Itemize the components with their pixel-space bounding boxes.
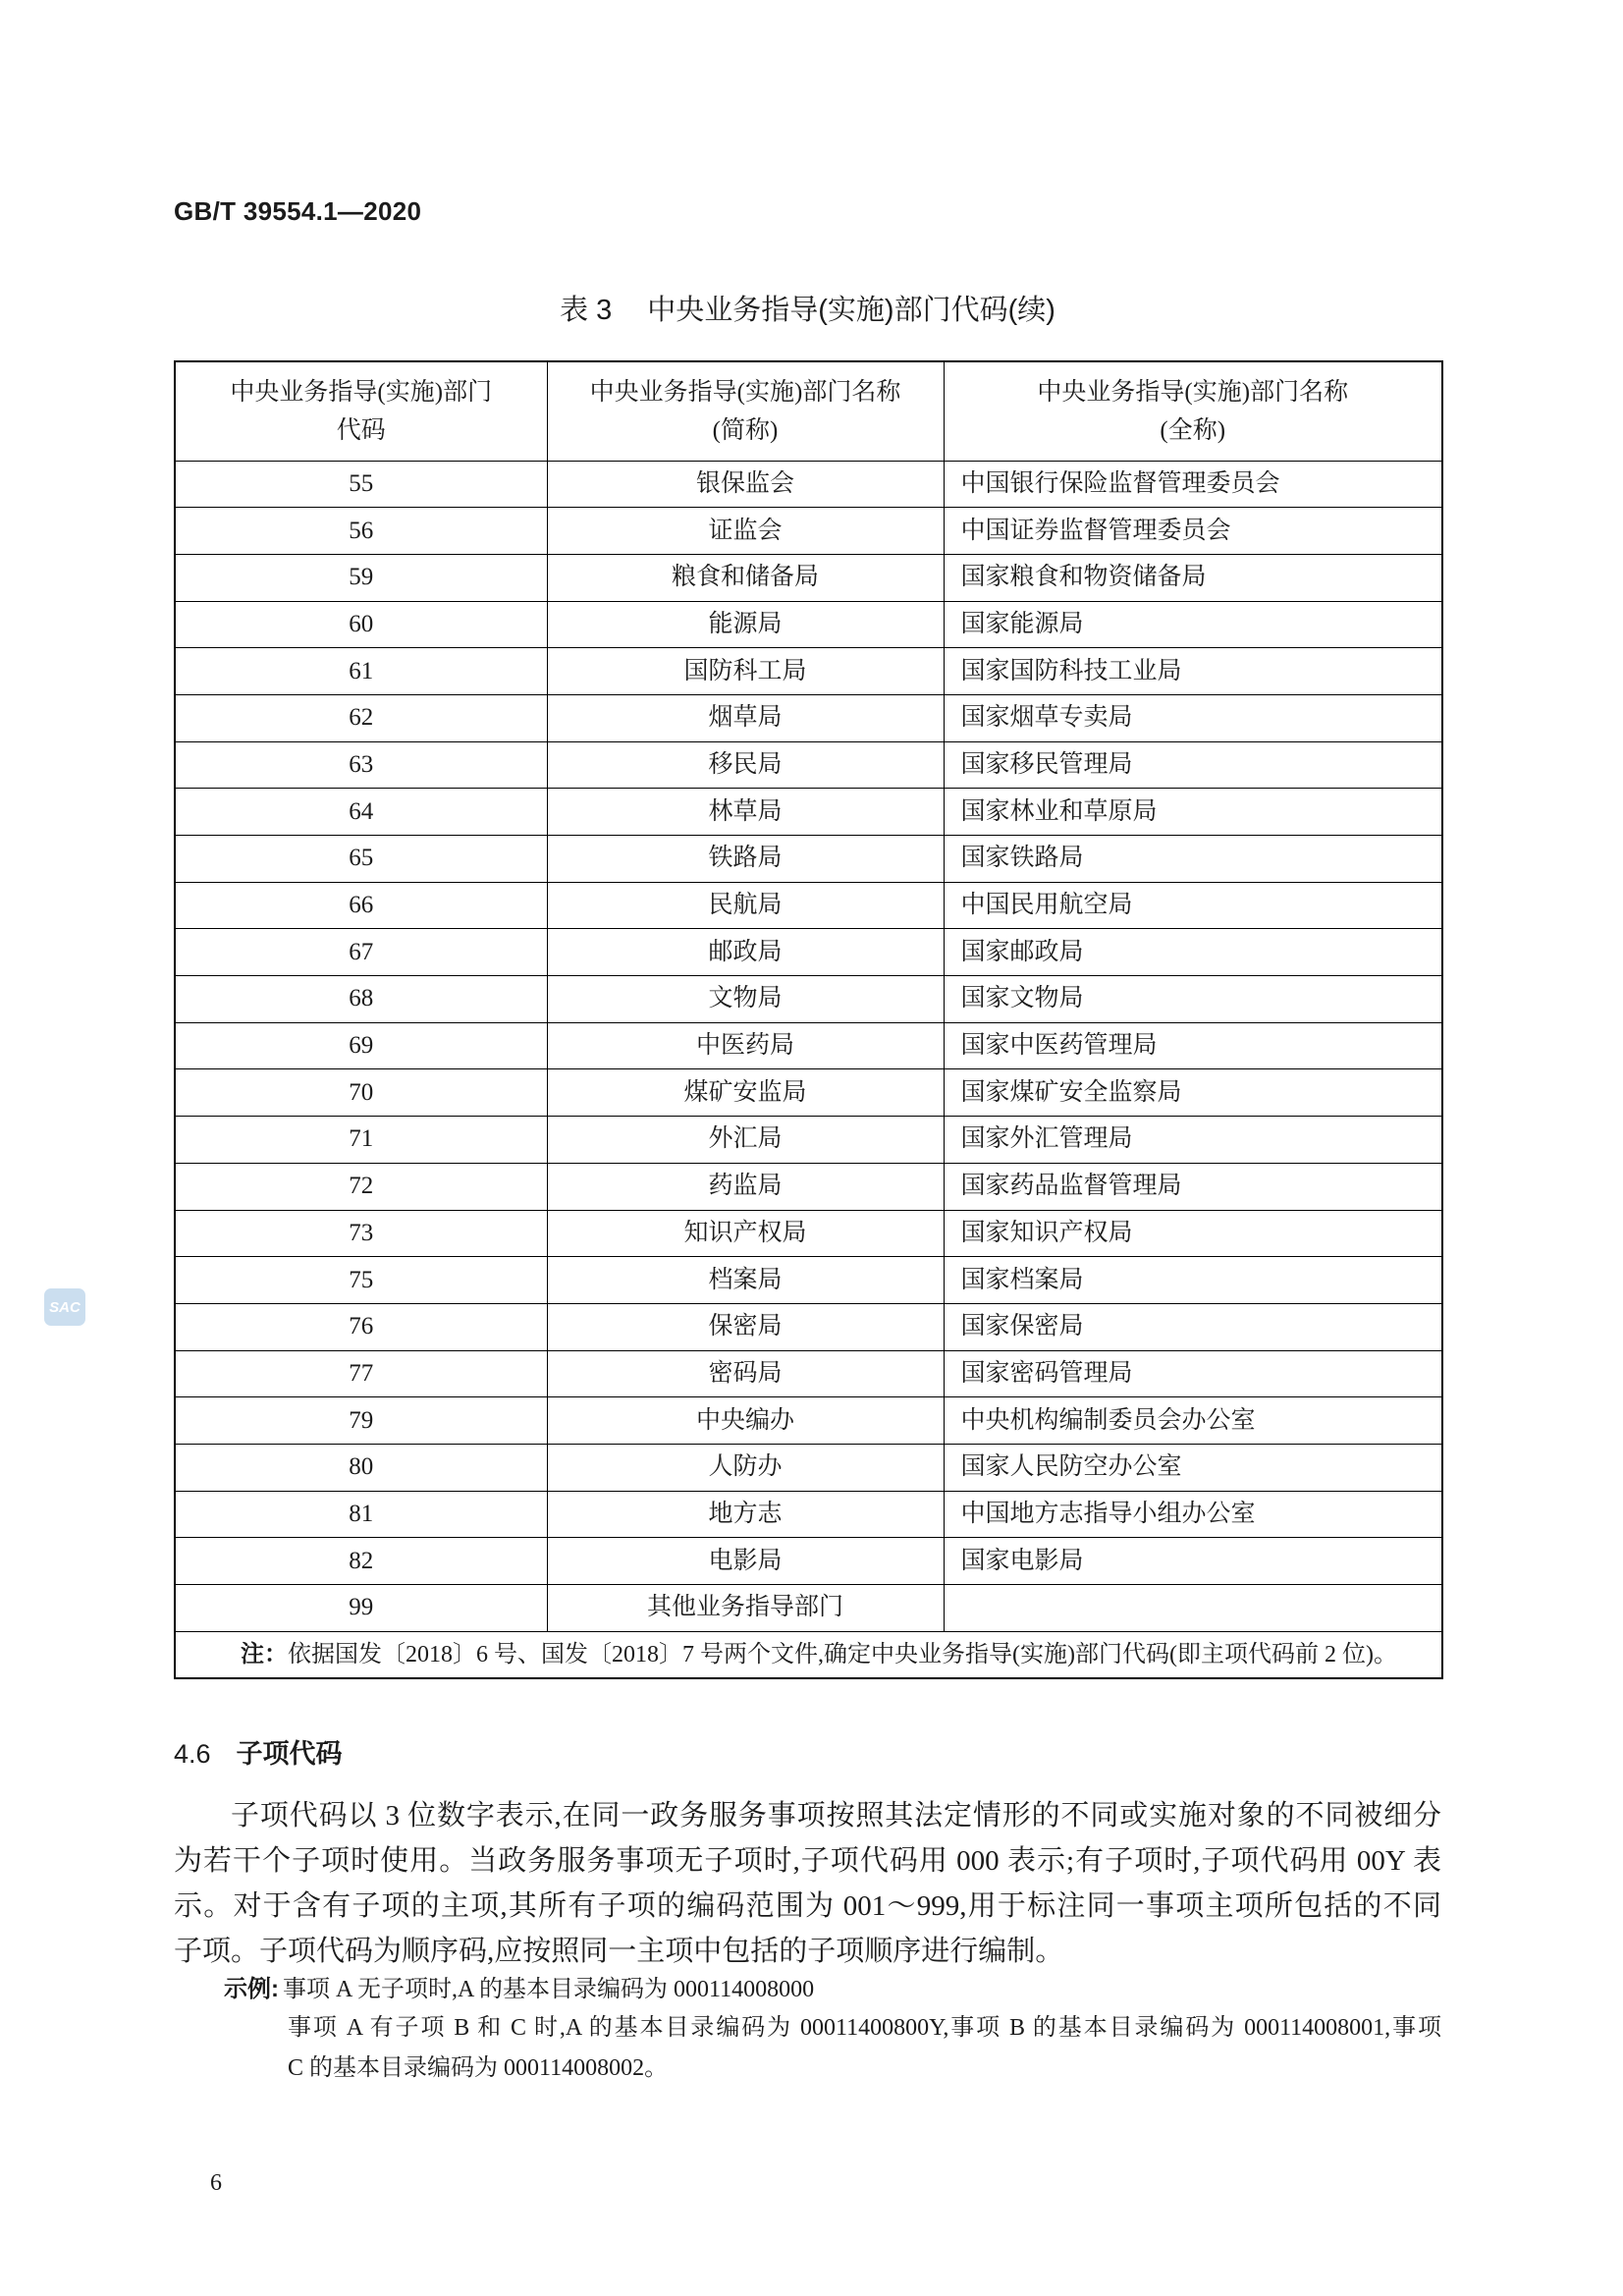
table-title-label: 表 3 [560, 295, 613, 326]
dept-full-name-cell: 国家保密局 [944, 1303, 1442, 1350]
dept-short-name-cell: 铁路局 [547, 836, 944, 883]
section-heading [174, 1738, 343, 1770]
dept-short-name-cell: 密码局 [547, 1350, 944, 1397]
dept-short-name-cell: 移民局 [547, 741, 944, 789]
dept-full-name-cell: 国家能源局 [944, 601, 1442, 648]
dept-code-cell: 71 [175, 1117, 547, 1164]
column-header-line: (全称) [1160, 416, 1226, 444]
column-header-line: 中央业务指导(实施)部门名称 [1037, 378, 1349, 406]
table-row [175, 1350, 1442, 1397]
column-header-full-name [944, 361, 1442, 461]
section-number: 4.6 [174, 1739, 211, 1769]
example-line: 事项 A 有子项 B 和 C 时,A 的基本目录编码为 00011400800Y,事项 B 的基本目录编码为 000114008001,事项 [288, 2015, 1441, 2041]
table-row [175, 1303, 1442, 1350]
standard-number: GB/T 39554.1—2020 [174, 196, 422, 226]
table-row [175, 648, 1442, 695]
dept-code-cell: 65 [175, 836, 547, 883]
dept-short-name-cell: 电影局 [547, 1538, 944, 1585]
table-row [175, 601, 1442, 648]
dept-code-cell: 70 [175, 1069, 547, 1117]
dept-full-name-cell: 国家邮政局 [944, 929, 1442, 976]
dept-short-name-cell: 中医药局 [547, 1022, 944, 1069]
dept-full-name-cell: 中国证券监督管理委员会 [944, 508, 1442, 555]
dept-short-name-cell: 外汇局 [547, 1117, 944, 1164]
table-row [175, 1210, 1442, 1257]
body-paragraph [174, 1793, 1441, 1974]
table-row [175, 836, 1442, 883]
dept-short-name-cell: 文物局 [547, 976, 944, 1023]
dept-code-cell: 67 [175, 929, 547, 976]
dept-code-cell: 76 [175, 1303, 547, 1350]
dept-full-name-cell: 国家药品监督管理局 [944, 1163, 1442, 1210]
dept-short-name-cell: 知识产权局 [547, 1210, 944, 1257]
column-header-short-name [547, 361, 944, 461]
dept-short-name-cell: 林草局 [547, 789, 944, 836]
dept-full-name-cell: 国家林业和草原局 [944, 789, 1442, 836]
table-row [175, 508, 1442, 555]
table-title-caption: 中央业务指导(实施)部门代码(续) [647, 295, 1055, 326]
column-header-line: (简称) [712, 416, 779, 444]
dept-full-name-cell: 国家国防科技工业局 [944, 648, 1442, 695]
dept-code-cell: 77 [175, 1350, 547, 1397]
table-row [175, 882, 1442, 929]
dept-short-name-cell: 邮政局 [547, 929, 944, 976]
dept-full-name-cell: 国家知识产权局 [944, 1210, 1442, 1257]
dept-code-cell: 80 [175, 1444, 547, 1491]
table-row [175, 741, 1442, 789]
table-row [175, 1491, 1442, 1538]
dept-full-name-cell: 国家煤矿安全监察局 [944, 1069, 1442, 1117]
dept-full-name-cell: 中央机构编制委员会办公室 [944, 1397, 1442, 1445]
table-note [175, 1631, 1442, 1678]
column-header-line: 中央业务指导(实施)部门名称 [589, 378, 901, 406]
dept-code-cell: 61 [175, 648, 547, 695]
dept-short-name-cell: 保密局 [547, 1303, 944, 1350]
dept-short-name-cell: 粮食和储备局 [547, 554, 944, 601]
dept-short-name-cell: 银保监会 [547, 461, 944, 508]
dept-code-cell: 99 [175, 1585, 547, 1632]
dept-code-cell: 73 [175, 1210, 547, 1257]
dept-full-name-cell: 国家铁路局 [944, 836, 1442, 883]
dept-short-name-cell: 人防办 [547, 1444, 944, 1491]
sac-watermark-logo: SAC [44, 1288, 85, 1326]
dept-short-name-cell: 国防科工局 [547, 648, 944, 695]
table-row [175, 1538, 1442, 1585]
dept-full-name-cell: 国家文物局 [944, 976, 1442, 1023]
department-code-table [174, 360, 1443, 1679]
column-header-line: 中央业务指导(实施)部门 [230, 378, 493, 406]
dept-short-name-cell: 地方志 [547, 1491, 944, 1538]
table-header-row [175, 361, 1442, 461]
dept-short-name-cell: 能源局 [547, 601, 944, 648]
dept-code-cell: 64 [175, 789, 547, 836]
dept-code-cell: 56 [175, 508, 547, 555]
section-title: 子项代码 [236, 1739, 343, 1769]
table-row [175, 694, 1442, 741]
table-row [175, 1397, 1442, 1445]
table-row [175, 554, 1442, 601]
table-row [175, 1022, 1442, 1069]
table-row [175, 1117, 1442, 1164]
page-number: 6 [210, 2170, 222, 2196]
dept-code-cell: 68 [175, 976, 547, 1023]
paragraph-line: 为若干个子项时使用。当政务服务事项无子项时,子项代码用 000 表示;有子项时,子项代码用 00Y 表 [174, 1845, 1441, 1877]
dept-code-cell: 59 [175, 554, 547, 601]
table-row [175, 929, 1442, 976]
dept-full-name-cell: 国家烟草专卖局 [944, 694, 1442, 741]
dept-code-cell: 72 [175, 1163, 547, 1210]
dept-short-name-cell: 煤矿安监局 [547, 1069, 944, 1117]
dept-short-name-cell: 证监会 [547, 508, 944, 555]
dept-full-name-cell: 国家移民管理局 [944, 741, 1442, 789]
dept-code-cell: 60 [175, 601, 547, 648]
table-row [175, 1163, 1442, 1210]
dept-code-cell: 81 [175, 1491, 547, 1538]
dept-full-name-cell: 国家中医药管理局 [944, 1022, 1442, 1069]
example-line: 事项 A 无子项时,A 的基本目录编码为 000114008000 [283, 1977, 815, 2002]
dept-full-name-cell: 国家粮食和物资储备局 [944, 554, 1442, 601]
dept-code-cell: 63 [175, 741, 547, 789]
dept-code-cell: 66 [175, 882, 547, 929]
dept-full-name-cell: 国家密码管理局 [944, 1350, 1442, 1397]
dept-full-name-cell: 中国银行保险监督管理委员会 [944, 461, 1442, 508]
example-block [224, 1970, 814, 2009]
dept-short-name-cell: 其他业务指导部门 [547, 1585, 944, 1632]
dept-full-name-cell: 国家人民防空办公室 [944, 1444, 1442, 1491]
dept-short-name-cell: 中央编办 [547, 1397, 944, 1445]
dept-short-name-cell: 民航局 [547, 882, 944, 929]
dept-code-cell: 75 [175, 1257, 547, 1304]
table-row [175, 1585, 1442, 1632]
dept-full-name-cell: 国家电影局 [944, 1538, 1442, 1585]
table-note-text: 依据国发〔2018〕6 号、国发〔2018〕7 号两个文件,确定中央业务指导(实施)部门代码(即主项代码前 2 位)。 [288, 1641, 1397, 1667]
dept-short-name-cell: 档案局 [547, 1257, 944, 1304]
table-note-label: 注： [241, 1640, 288, 1667]
column-header-line: 代码 [336, 416, 386, 444]
table-row [175, 789, 1442, 836]
dept-code-cell: 69 [175, 1022, 547, 1069]
paragraph-line: 子项。子项代码为顺序码,应按照同一主项中包括的子项顺序进行编制。 [174, 1936, 1064, 1967]
dept-code-cell: 55 [175, 461, 547, 508]
table-row [175, 1069, 1442, 1117]
table-row [175, 976, 1442, 1023]
paragraph-line: 示。对于含有子项的主项,其所有子项的编码范围为 001～999,用于标注同一事项主项所包括的不同 [174, 1890, 1441, 1922]
paragraph-line: 子项代码以 3 位数字表示,在同一政务服务事项按照其法定情形的不同或实施对象的不同被细分 [231, 1800, 1441, 1831]
example-line: C 的基本目录编码为 000114008002。 [288, 2055, 669, 2081]
dept-short-name-cell: 药监局 [547, 1163, 944, 1210]
dept-full-name-cell: 中国地方志指导小组办公室 [944, 1491, 1442, 1538]
dept-full-name-cell: 国家外汇管理局 [944, 1117, 1442, 1164]
dept-short-name-cell: 烟草局 [547, 694, 944, 741]
table-row [175, 461, 1442, 508]
dept-full-name-cell: 中国民用航空局 [944, 882, 1442, 929]
dept-full-name-cell: 国家档案局 [944, 1257, 1442, 1304]
column-header-code [175, 361, 547, 461]
dept-code-cell: 82 [175, 1538, 547, 1585]
table-row [175, 1444, 1442, 1491]
dept-code-cell: 79 [175, 1397, 547, 1445]
example-label: 示例: [224, 1976, 279, 2002]
table-row [175, 1257, 1442, 1304]
table-note-row [175, 1631, 1442, 1678]
dept-full-name-cell [944, 1585, 1442, 1632]
table-title [174, 294, 1441, 327]
dept-code-cell: 62 [175, 694, 547, 741]
